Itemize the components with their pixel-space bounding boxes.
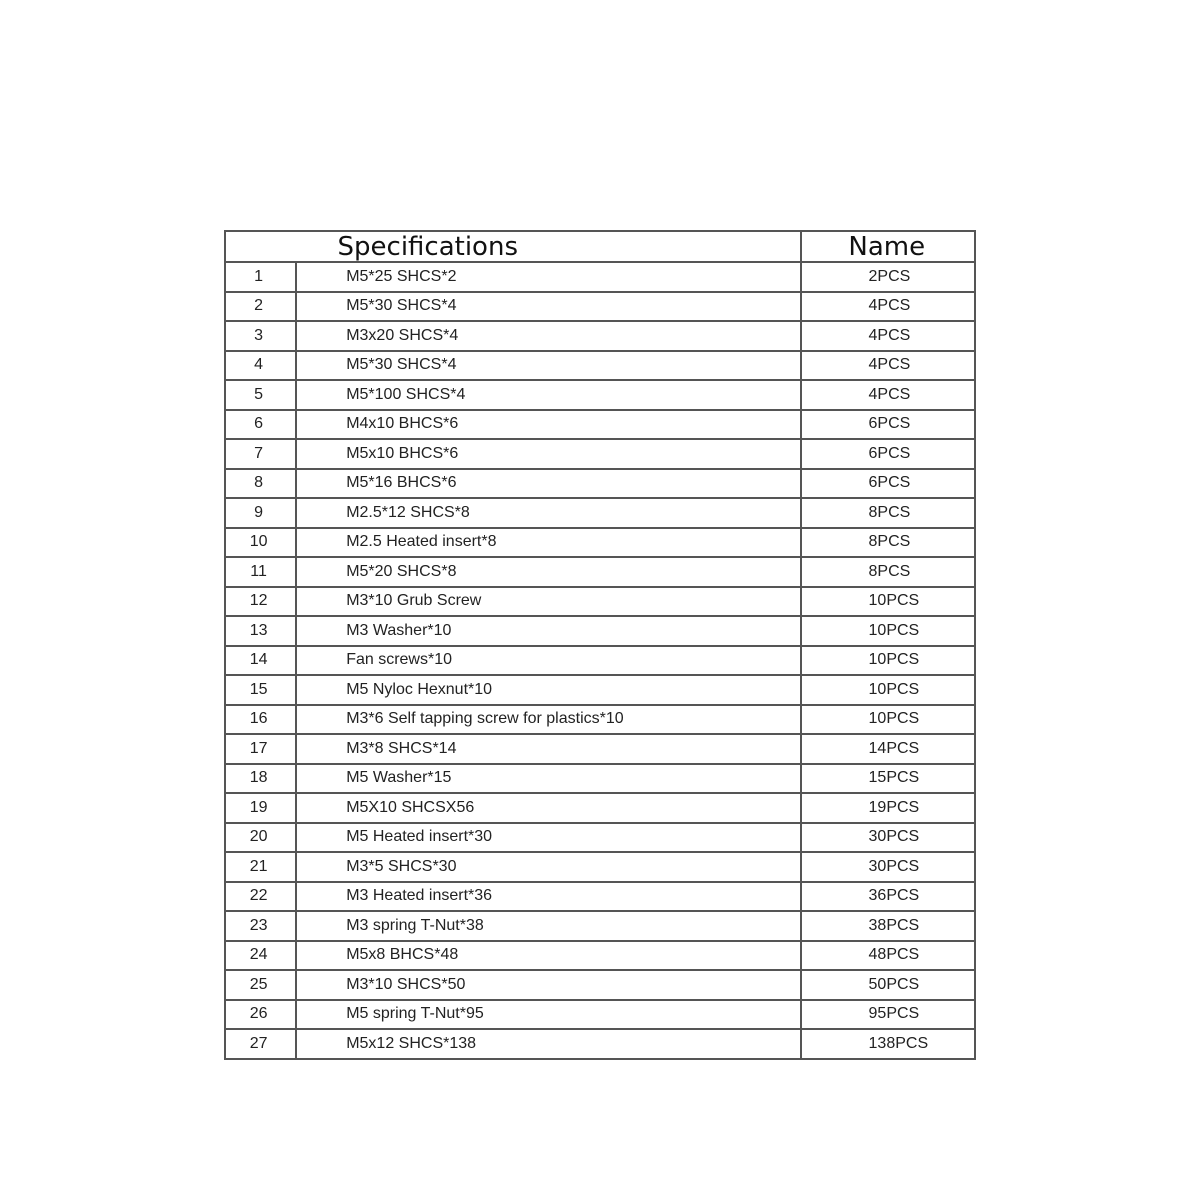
row-quantity: 10PCS [801,705,975,735]
row-number: 24 [225,941,296,971]
row-quantity: 30PCS [801,852,975,882]
table-row [225,469,975,499]
table-row [225,380,975,410]
row-number: 9 [225,498,296,528]
row-quantity: 19PCS [801,793,975,823]
row-quantity: 36PCS [801,882,975,912]
row-specification: M4x10 BHCS*6 [296,410,800,440]
row-quantity: 14PCS [801,734,975,764]
row-quantity: 2PCS [801,262,975,292]
row-number: 2 [225,292,296,322]
table-row [225,823,975,853]
row-number: 13 [225,616,296,646]
row-number: 16 [225,705,296,735]
row-specification: M5*20 SHCS*8 [296,557,800,587]
row-quantity: 6PCS [801,410,975,440]
row-specification: M5*30 SHCS*4 [296,292,800,322]
table-row [225,911,975,941]
table-row [225,557,975,587]
row-quantity: 10PCS [801,587,975,617]
table-row [225,852,975,882]
table-row [225,675,975,705]
table-row [225,410,975,440]
table-row [225,970,975,1000]
row-number: 12 [225,587,296,617]
table-row [225,616,975,646]
row-specification: M5 Heated insert*30 [296,823,800,853]
row-number: 27 [225,1029,296,1059]
row-specification: M5 Washer*15 [296,764,800,794]
row-quantity: 10PCS [801,646,975,676]
row-number: 4 [225,351,296,381]
row-number: 22 [225,882,296,912]
row-number: 10 [225,528,296,558]
row-number: 8 [225,469,296,499]
row-quantity: 6PCS [801,439,975,469]
row-number: 23 [225,911,296,941]
table-row [225,439,975,469]
row-number: 20 [225,823,296,853]
row-specification: M5 spring T-Nut*95 [296,1000,800,1030]
table-row [225,351,975,381]
row-quantity: 4PCS [801,351,975,381]
row-specification: M5*100 SHCS*4 [296,380,800,410]
row-number: 15 [225,675,296,705]
row-specification: M3 Washer*10 [296,616,800,646]
row-quantity: 30PCS [801,823,975,853]
row-specification: M5*30 SHCS*4 [296,351,800,381]
row-number: 11 [225,557,296,587]
row-number: 7 [225,439,296,469]
table-row [225,734,975,764]
row-number: 14 [225,646,296,676]
row-specification: M3 spring T-Nut*38 [296,911,800,941]
row-specification: M2.5 Heated insert*8 [296,528,800,558]
table-row [225,705,975,735]
row-number: 6 [225,410,296,440]
row-quantity: 8PCS [801,498,975,528]
row-quantity: 8PCS [801,528,975,558]
row-specification: Fan screws*10 [296,646,800,676]
table-row [225,1000,975,1030]
row-number: 25 [225,970,296,1000]
table-row [225,587,975,617]
table-row [225,292,975,322]
row-number: 19 [225,793,296,823]
specifications-header: Specifications [225,231,801,262]
table-row [225,498,975,528]
row-quantity: 15PCS [801,764,975,794]
row-quantity: 4PCS [801,292,975,322]
row-number: 26 [225,1000,296,1030]
table-row [225,528,975,558]
row-specification: M5 Nyloc Hexnut*10 [296,675,800,705]
row-specification: M5x8 BHCS*48 [296,941,800,971]
table-row [225,941,975,971]
row-quantity: 4PCS [801,321,975,351]
row-number: 21 [225,852,296,882]
name-header: Name [801,231,975,262]
row-quantity: 138PCS [801,1029,975,1059]
row-quantity: 50PCS [801,970,975,1000]
row-quantity: 4PCS [801,380,975,410]
row-specification: M3x20 SHCS*4 [296,321,800,351]
row-quantity: 10PCS [801,675,975,705]
table-row [225,321,975,351]
row-number: 5 [225,380,296,410]
row-specification: M3*6 Self tapping screw for plastics*10 [296,705,800,735]
table-row [225,882,975,912]
row-quantity: 10PCS [801,616,975,646]
specifications-table [224,230,976,1060]
table-row [225,1029,975,1059]
row-quantity: 38PCS [801,911,975,941]
row-specification: M5x10 BHCS*6 [296,439,800,469]
table-body [225,262,975,1059]
table-row [225,262,975,292]
row-specification: M3*10 SHCS*50 [296,970,800,1000]
row-specification: M5*25 SHCS*2 [296,262,800,292]
row-specification: M3*5 SHCS*30 [296,852,800,882]
row-quantity: 6PCS [801,469,975,499]
table-row [225,646,975,676]
row-specification: M3 Heated insert*36 [296,882,800,912]
row-quantity: 95PCS [801,1000,975,1030]
table-row [225,764,975,794]
row-number: 17 [225,734,296,764]
row-number: 3 [225,321,296,351]
row-quantity: 8PCS [801,557,975,587]
table-row [225,793,975,823]
row-quantity: 48PCS [801,941,975,971]
row-specification: M3*10 Grub Screw [296,587,800,617]
row-number: 18 [225,764,296,794]
row-specification: M5X10 SHCSX56 [296,793,800,823]
table-header-row [225,231,975,262]
row-specification: M5x12 SHCS*138 [296,1029,800,1059]
row-specification: M2.5*12 SHCS*8 [296,498,800,528]
row-number: 1 [225,262,296,292]
row-specification: M3*8 SHCS*14 [296,734,800,764]
row-specification: M5*16 BHCS*6 [296,469,800,499]
